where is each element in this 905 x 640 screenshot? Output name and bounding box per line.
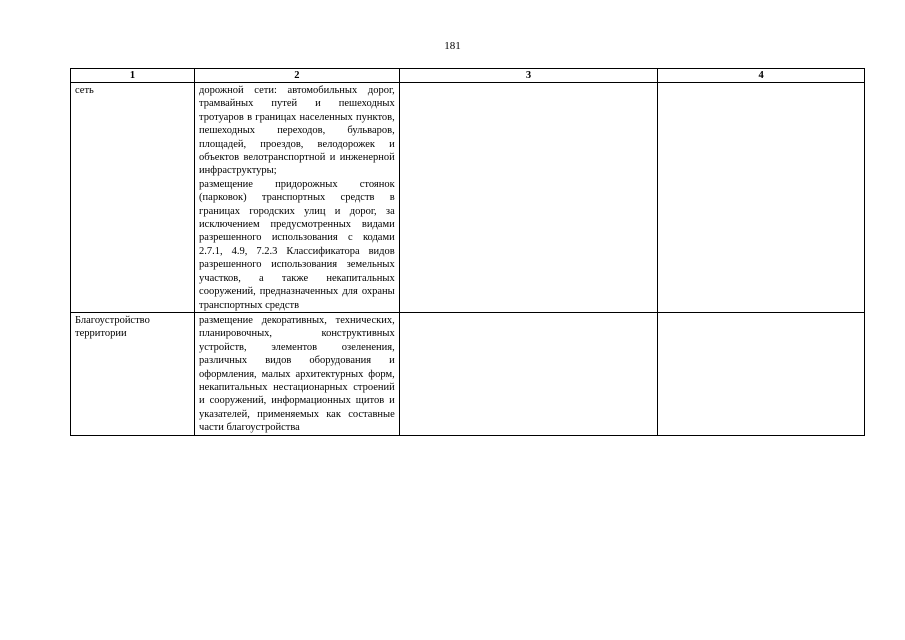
column-header-3: 3 (399, 69, 657, 83)
land-use-name-cell: Благоустройство территории (71, 312, 195, 435)
page-number: 181 (444, 40, 461, 52)
table-row (71, 83, 865, 313)
column-header-1: 1 (71, 69, 195, 83)
table-row (71, 312, 865, 435)
column-3-cell (399, 83, 657, 313)
land-use-description-cell (195, 83, 400, 313)
table-header-row (71, 69, 865, 83)
land-use-name-cell: сеть (71, 83, 195, 313)
column-header-2: 2 (195, 69, 400, 83)
description-paragraph: размещение придорожных стоянок (парковок) транспортных средств в границах городских улиц и дорог, за исключением предусмотренных видами разрешенного использования с кодами 2.7.1, 4.9, 7.2.3 Классификатора видов разрешенного использования земельных участков, а также некапитальных сооружений, предназначенных для охраны транспортных средств (199, 178, 395, 311)
column-3-cell (399, 312, 657, 435)
description-paragraph: дорожной сети: автомобильных дорог, трамвайных путей и пешеходных тротуаров в границах населенных пунктов, пешеходных переходов, бульваров, площадей, проездов, велодорожек и объектов велотранспортной и инженерной инфраструктуры; (199, 85, 395, 177)
description-paragraph: размещение декоративных, технических, планировочных, конструктивных устройств, элементов озеленения, различных видов оборудования и оформления, малых архитектурных форм, некапитальных нестационарных строений и сооружений, информационных щитов и указателей, применяемых как составные части благоустройства (199, 314, 395, 434)
land-use-table (70, 68, 865, 436)
column-header-4: 4 (658, 69, 865, 83)
column-4-cell (658, 83, 865, 313)
land-use-description-cell (195, 312, 400, 435)
column-4-cell (658, 312, 865, 435)
